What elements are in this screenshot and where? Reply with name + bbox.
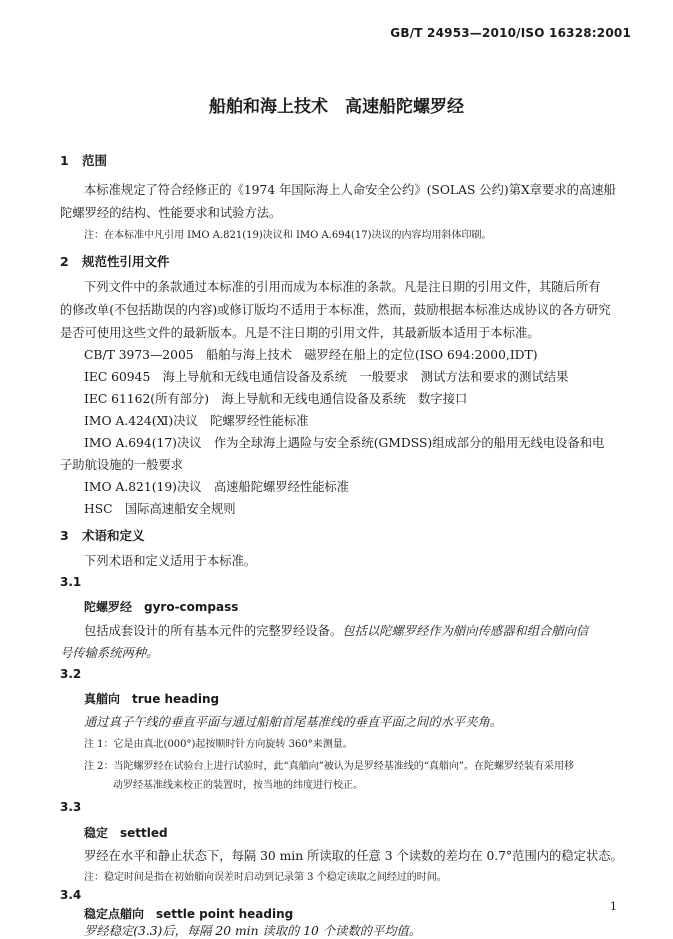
clause-number: 3.1 xyxy=(60,575,82,589)
reference-item: IEC 61162(所有部分) 海上导航和无线电通信设备及系统 数字接口 xyxy=(84,392,468,406)
scope-paragraph-line: 本标准规定了符合经修正的《1974 年国际海上人命安全公约》(SOLAS 公约)第Ⅹ章要求的高速船 xyxy=(84,183,616,197)
section-title: 术语和定义 xyxy=(82,528,145,543)
reference-item: IEC 60945 海上导航和无线电通信设备及系统 一般要求 测试方法和要求的测试结果 xyxy=(84,370,569,384)
section-number: 2 xyxy=(60,254,69,269)
references-paragraph-line: 下列文件中的条款通过本标准的引用而成为本标准的条款。凡是注日期的引用文件，其随后所有 xyxy=(84,280,601,294)
clause-number: 3.3 xyxy=(60,800,82,814)
clause-number: 3.2 xyxy=(60,667,82,681)
clause-number: 3.4 xyxy=(60,888,82,902)
section-number: 3 xyxy=(60,528,69,543)
section-number: 1 xyxy=(60,153,69,168)
definition-line xyxy=(84,621,588,639)
term-note: 注：稳定时间是指在初始艏向误差时启动到记录第 3 个稳定读取之间经过的时间。 xyxy=(84,872,447,883)
standard-code: GB/T 24953—2010/ISO 16328:2001 xyxy=(390,26,631,40)
references-paragraph-line: 的修改单(不包括勘误的内容)或修订版均不适用于本标准，然而，鼓励根据本标准达成协议的各方研究 xyxy=(60,303,611,317)
scope-paragraph-line: 陀螺罗经的结构、性能要求和试验方法。 xyxy=(60,206,282,220)
definition-line: 号传输系统两种。 xyxy=(60,646,159,660)
reference-item: CB/T 3973—2005 船舶与海上技术 磁罗经在船上的定位(ISO 694:2000,IDT) xyxy=(84,348,538,362)
definition-line: 通过真子午线的垂直平面与通过船舶首尾基准线的垂直平面之间的水平夹角。 xyxy=(84,715,503,729)
page-number: 1 xyxy=(610,900,617,913)
definition-italic-text: 包括以陀螺罗经作为艏向传感器和组合艏向信 xyxy=(342,624,589,638)
section-heading-scope xyxy=(60,151,107,169)
scope-note: 注：在本标准中凡引用 IMO A.821(19)决议和 IMO A.694(17)决议的内容均用斜体印刷。 xyxy=(84,230,492,241)
definition-text: 包括成套设计的所有基本元件的完整罗经设备。 xyxy=(84,624,343,638)
term-gyro-compass: 陀螺罗经 gyro-compass xyxy=(84,600,239,614)
reference-item: IMO A.694(17)决议 作为全球海上遇险与安全系统(GMDSS)组成部分的船用无线电设备和电 xyxy=(84,436,605,450)
terms-intro: 下列术语和定义适用于本标准。 xyxy=(84,554,257,568)
section-heading-terms-definitions xyxy=(60,526,145,544)
term-true-heading: 真艏向 true heading xyxy=(84,692,220,706)
term-note: 注 2：当陀螺罗经在试验台上进行试验时，此“真艏向”被认为是罗经基准线的“真艏向”。在陀螺罗经装有采用移 xyxy=(84,761,574,772)
reference-item: 子助航设施的一般要求 xyxy=(60,458,183,472)
term-settle-point-heading: 稳定点艏向 settle point heading xyxy=(84,907,294,921)
reference-item: IMO A.424(Ⅺ)决议 陀螺罗经性能标准 xyxy=(84,414,309,428)
references-paragraph-line: 是否可使用这些文件的最新版本。凡是不注日期的引用文件，其最新版本适用于本标准。 xyxy=(60,326,540,340)
term-note: 动罗经基准线来校正的装置时，按当地的纬度进行校正。 xyxy=(113,780,363,791)
term-settled: 稳定 settled xyxy=(84,826,168,840)
page-title: 船舶和海上技术 高速船陀螺罗经 xyxy=(209,97,464,117)
definition-line: 罗经稳定(3.3)后，每隔 20 min 读取的 10 个读数的平均值。 xyxy=(84,924,422,938)
section-title: 规范性引用文件 xyxy=(82,254,170,269)
section-heading-normative-references xyxy=(60,252,170,270)
term-note: 注 1：它是由真北(000°)起按顺时针方向旋转 360°来测量。 xyxy=(84,739,353,750)
section-title: 范围 xyxy=(82,153,108,168)
definition-line: 罗经在水平和静止状态下，每隔 30 min 所读取的任意 3 个读数的差均在 0.7°范围内的稳定状态。 xyxy=(84,849,623,863)
reference-item: IMO A.821(19)决议 高速船陀螺罗经性能标准 xyxy=(84,480,350,494)
reference-item: HSC 国际高速船安全规则 xyxy=(84,502,236,516)
